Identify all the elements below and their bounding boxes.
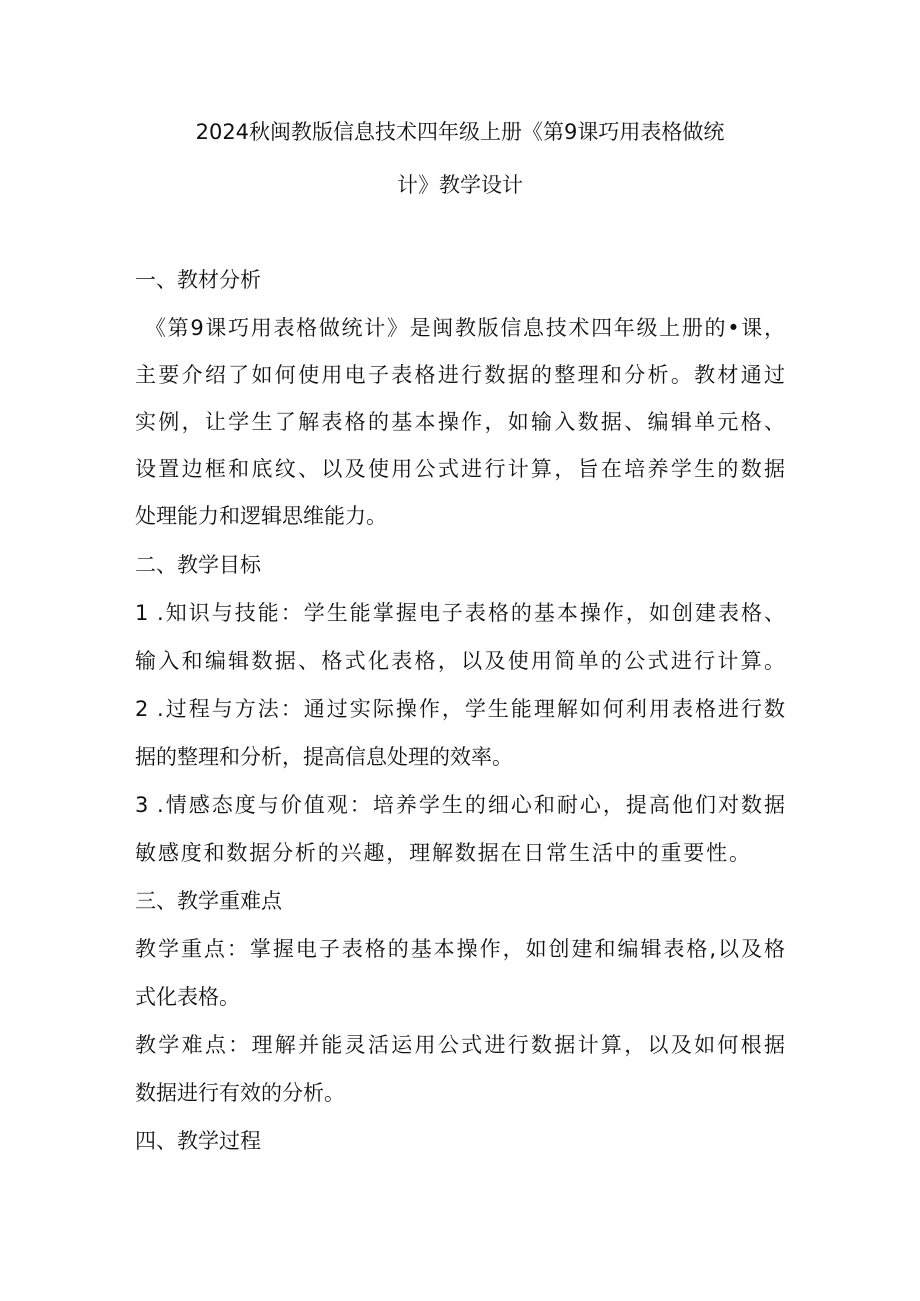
paragraph-line: 设置边框和底纹、以及使用公式进行计算，旨在培养学生的数据 (135, 457, 785, 481)
difficulty-line: 教学难点：理解并能灵活运用公式进行数据计算，以及如何根据 (135, 1033, 785, 1057)
objective-line: 敏感度和数据分析的兴趣，理解数据在日常生活中的重要性。 (135, 841, 750, 865)
section-heading: 一、教材分析 (135, 268, 261, 292)
paragraph-line: 《第9课巧用表格做统计》是闽教版信息技术四年级上册的•课， (145, 316, 785, 340)
objective-line: 2 .过程与方法：通过实际操作，学生能理解如何利用表格进行数 (135, 697, 785, 721)
paragraph-line: 处理能力和逻辑思维能力。 (135, 504, 387, 528)
objective-line: 据的整理和分析，提高信息处理的效率。 (135, 745, 513, 769)
document-title-line-1: 2024秋闽教版信息技术四年级上册《第9课巧用表格做统 (195, 120, 725, 144)
key-point-line: 式化表格。 (135, 985, 240, 1009)
paragraph-line: 主要介绍了如何使用电子表格进行数据的整理和分析。教材通过 (135, 363, 785, 387)
paragraph-line: 实例，让学生了解表格的基本操作，如输入数据、编辑单元格、 (135, 410, 785, 434)
document-title-line-2: 计》教学设计 (397, 173, 523, 197)
difficulty-line: 数据进行有效的分析。 (135, 1081, 345, 1105)
section-heading: 三、教学重难点 (135, 889, 282, 913)
key-point-line: 教学重点：掌握电子表格的基本操作，如创建和编辑表格,以及格 (135, 937, 785, 961)
objective-line: 1 .知识与技能：学生能掌握电子表格的基本操作，如创建表格、 (135, 601, 785, 625)
objective-line: 3 .情感态度与价值观：培养学生的细心和耐心，提高他们对数据 (135, 793, 785, 817)
section-heading: 四、教学过程 (135, 1129, 261, 1153)
section-heading: 二、教学目标 (135, 553, 261, 577)
objective-line: 输入和编辑数据、格式化表格，以及使用简单的公式进行计算。 (135, 649, 785, 673)
